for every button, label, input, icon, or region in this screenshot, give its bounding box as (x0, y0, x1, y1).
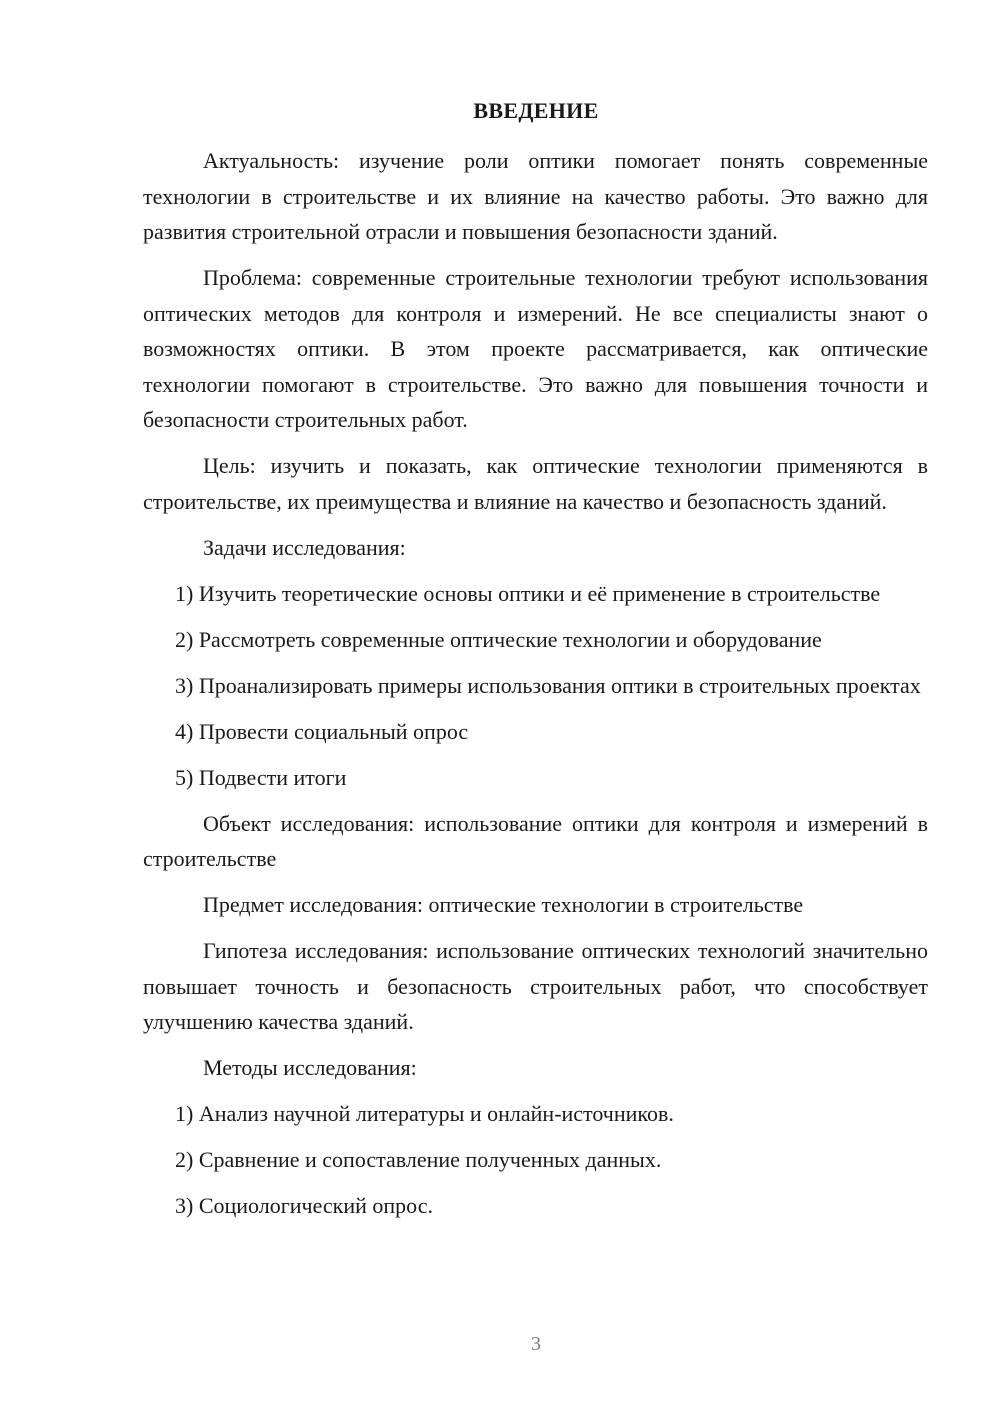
document-body (143, 143, 928, 1234)
task-item: 1) Изучить теоретические основы оптики и её применение в строительстве (175, 580, 881, 606)
task-item: 5) Подвести итоги (175, 764, 347, 790)
task-item: 2) Рассмотреть современные оптические технологии и оборудование (175, 626, 822, 652)
page-number: 3 (531, 1333, 541, 1355)
method-item: 1) Анализ научной литературы и онлайн-источников. (175, 1101, 674, 1126)
task-item: 3) Проанализировать примеры использования оптики в строительных проектах (175, 672, 921, 698)
subject-paragraph: Предмет исследования: оптические технологии в строительстве (203, 892, 804, 917)
tasks-heading: Задачи исследования: (203, 534, 406, 560)
object-paragraph: Объект исследования: использование оптики для контроля и измерений в строительстве (143, 810, 928, 871)
hypothesis-paragraph: Гипотеза исследования: использование оптических технологий значительно повышает точность и безопасность строительных работ, что способствует улучшению качества зданий. (143, 938, 928, 1034)
task-item: 4) Провести социальный опрос (175, 718, 469, 744)
method-item: 2) Сравнение и сопоставление полученных данных. (175, 1147, 662, 1172)
problem-paragraph: Проблема: современные строительные технологии требуют использования оптических методов для контроля и измерений. Не все специалисты знают о возможностях оптики. В этом проекте рассматривается, как оптические технологии помогают в строительстве. Это важно для повышения точности и безопасности строительных работ. (143, 265, 928, 432)
page-title: ВВЕДЕНИЕ (473, 98, 599, 123)
method-item: 3) Социологический опрос. (175, 1193, 433, 1218)
relevance-paragraph: Актуальность: изучение роли оптики помогает понять современные технологии в строительстве и их влияние на качество работы. Это важно для развития строительной отрасли и повышения безопасности зданий. (143, 148, 928, 244)
methods-heading: Методы исследования: (203, 1055, 417, 1080)
goal-paragraph: Цель: изучить и показать, как оптические технологии применяются в строительстве, их преимущества и влияние на качество и безопасность зданий. (143, 453, 928, 514)
